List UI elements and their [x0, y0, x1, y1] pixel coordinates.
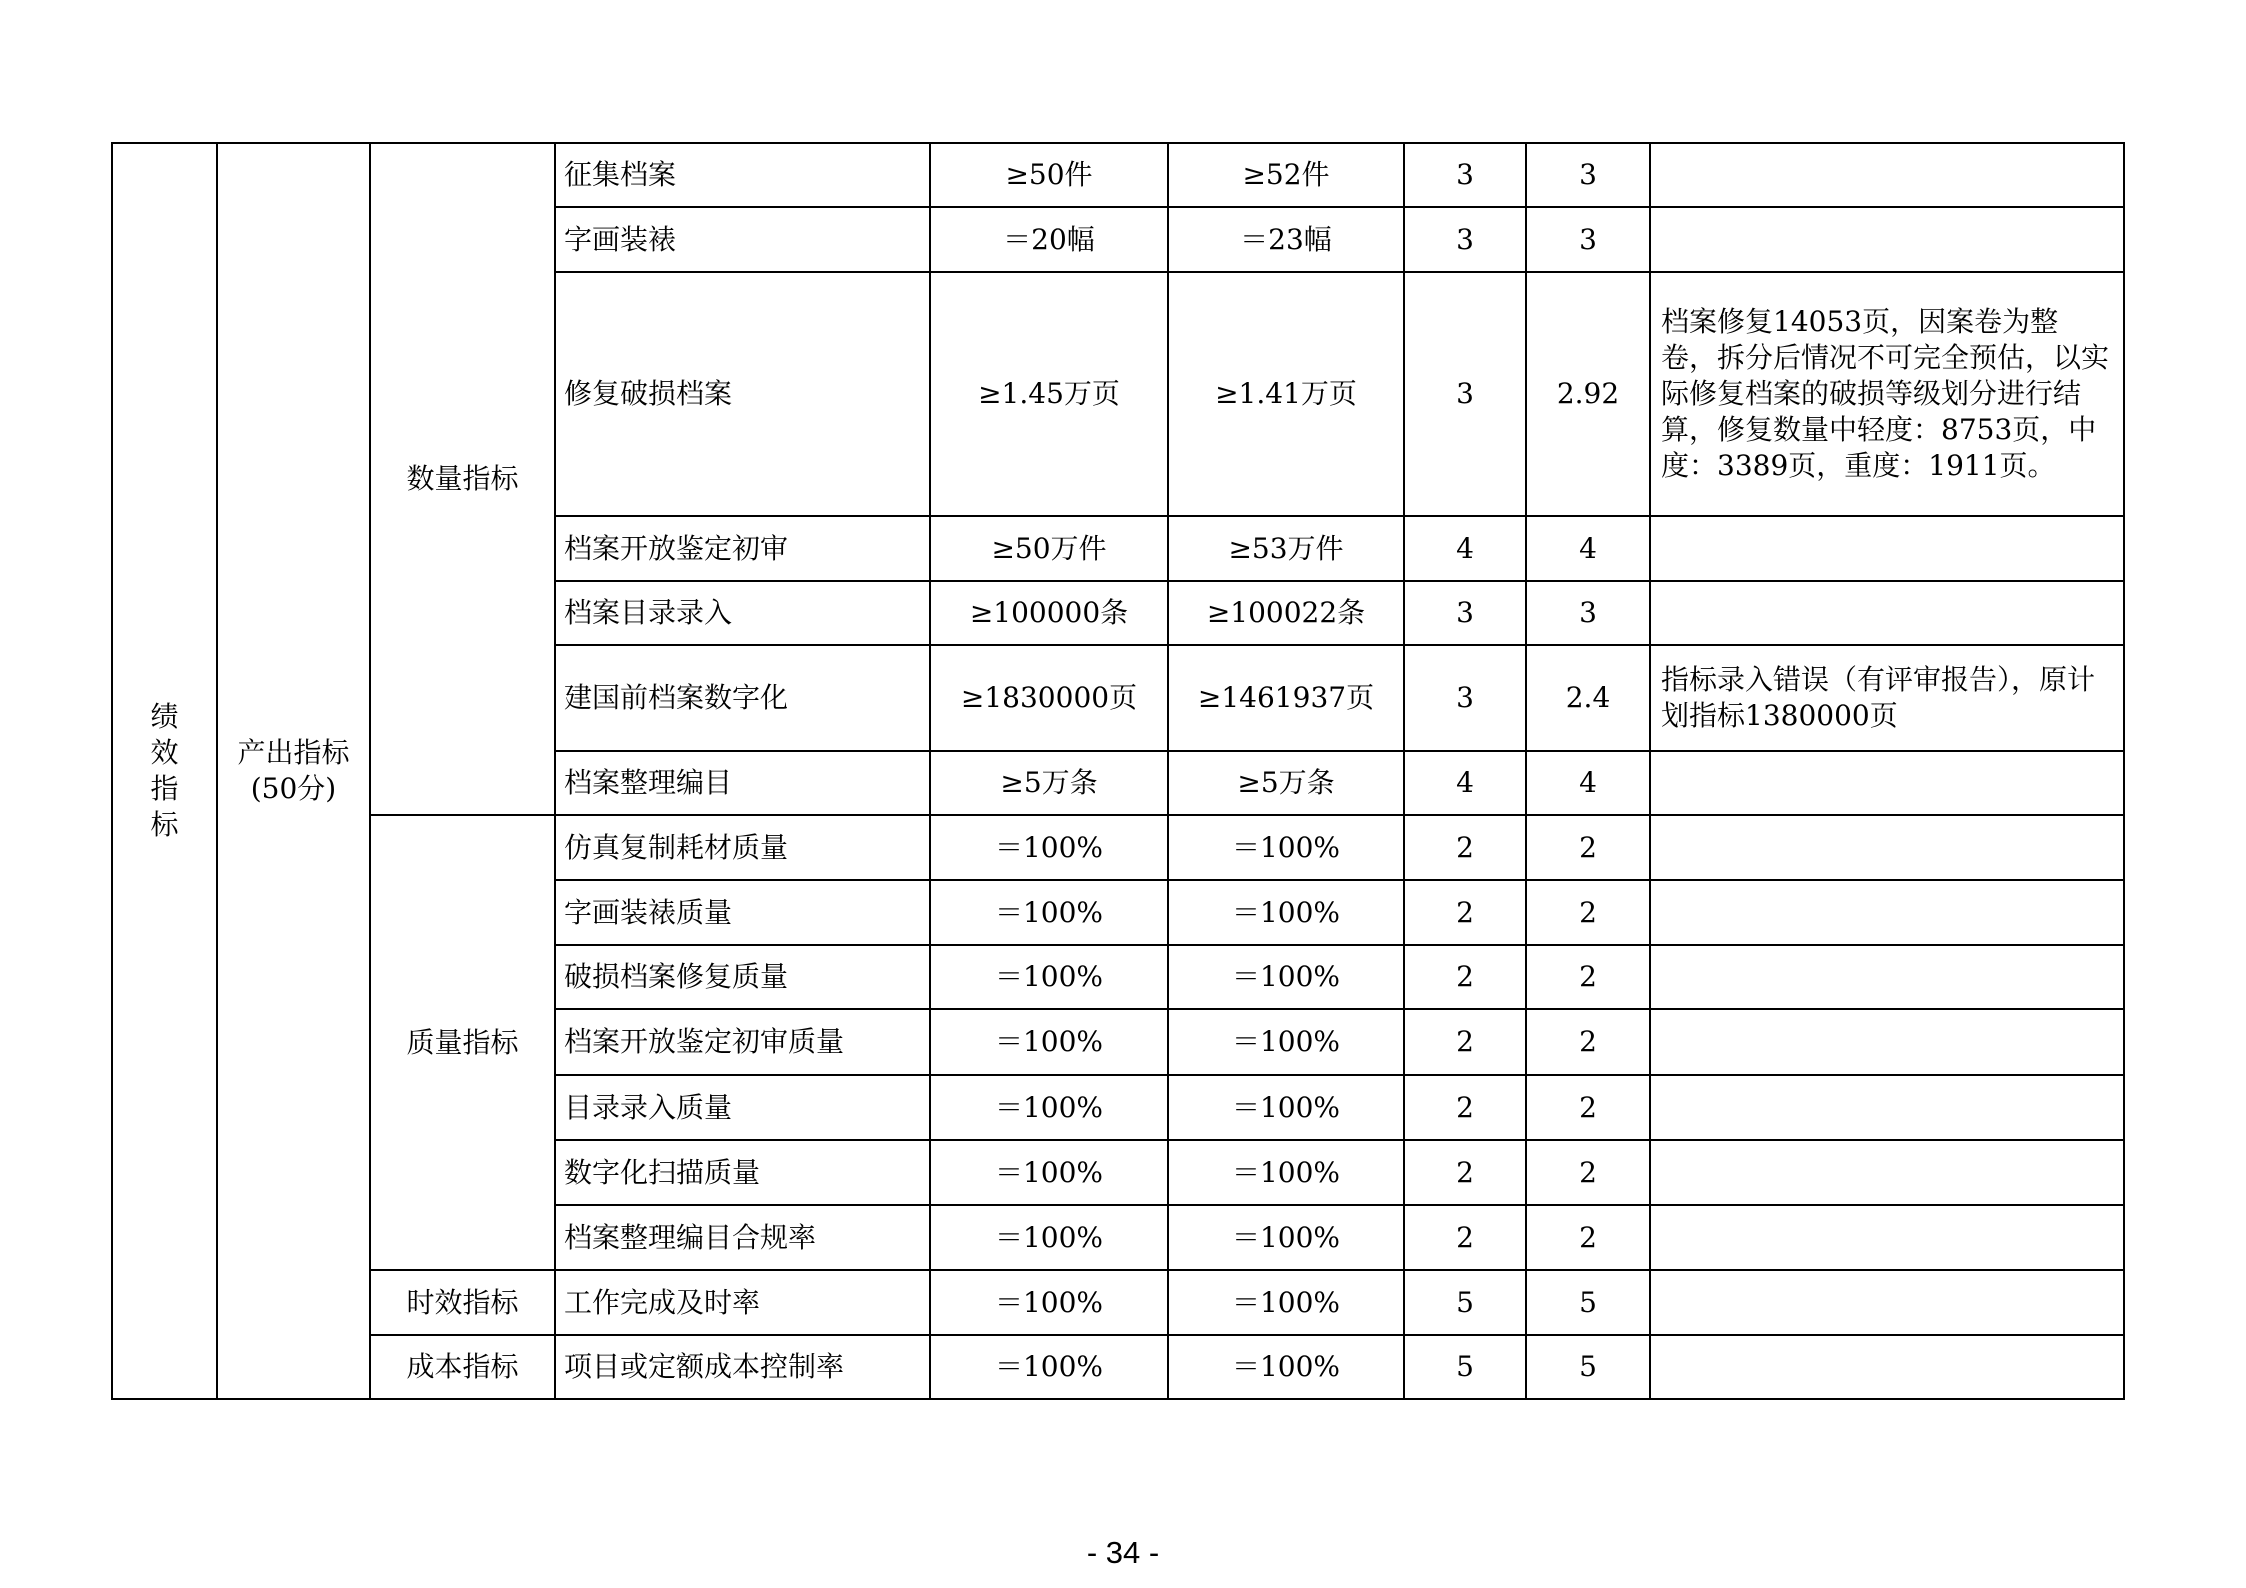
indicator-item-cell: 破损档案修复质量 — [555, 945, 930, 1009]
note-cell — [1650, 1009, 2124, 1075]
target-value-cell: ＝100% — [930, 1205, 1168, 1270]
target-value-cell: ＝20幅 — [930, 207, 1168, 272]
page-number: - 34 - — [1086, 1535, 1160, 1570]
weight-cell: 3 — [1404, 143, 1526, 207]
table-row — [112, 1270, 2124, 1335]
note-cell — [1650, 207, 2124, 272]
weight-cell: 3 — [1404, 645, 1526, 751]
actual-value-cell: ≥5万条 — [1168, 751, 1404, 815]
indicator-item-cell: 仿真复制耗材质量 — [555, 815, 930, 880]
indicator-item-cell: 项目或定额成本控制率 — [555, 1335, 930, 1399]
target-value-cell: ＝100% — [930, 1270, 1168, 1335]
indicator-item-cell: 工作完成及时率 — [555, 1270, 930, 1335]
score-cell: 4 — [1526, 516, 1650, 581]
score-cell: 5 — [1526, 1335, 1650, 1399]
weight-cell: 3 — [1404, 272, 1526, 516]
table-body — [112, 143, 2124, 1399]
score-cell: 5 — [1526, 1270, 1650, 1335]
actual-value-cell: ＝100% — [1168, 1205, 1404, 1270]
indicator-item-cell: 档案开放鉴定初审质量 — [555, 1009, 930, 1075]
indicator-item-cell: 数字化扫描质量 — [555, 1140, 930, 1205]
target-value-cell: ≥1830000页 — [930, 645, 1168, 751]
weight-cell: 5 — [1404, 1270, 1526, 1335]
weight-cell: 2 — [1404, 945, 1526, 1009]
target-value-cell: ≥5万条 — [930, 751, 1168, 815]
score-cell: 2 — [1526, 1075, 1650, 1140]
note-cell — [1650, 751, 2124, 815]
actual-value-cell: ＝100% — [1168, 1009, 1404, 1075]
actual-value-cell: ＝100% — [1168, 1335, 1404, 1399]
weight-cell: 4 — [1404, 751, 1526, 815]
performance-indicator-table — [111, 142, 2125, 1400]
weight-cell: 2 — [1404, 1075, 1526, 1140]
weight-cell: 5 — [1404, 1335, 1526, 1399]
note-cell — [1650, 880, 2124, 945]
weight-cell: 2 — [1404, 880, 1526, 945]
actual-value-cell: ＝100% — [1168, 945, 1404, 1009]
target-value-cell: ＝100% — [930, 880, 1168, 945]
note-cell — [1650, 143, 2124, 207]
weight-cell: 2 — [1404, 1009, 1526, 1075]
indicator-item-cell: 档案整理编目 — [555, 751, 930, 815]
note-cell — [1650, 1075, 2124, 1140]
target-value-cell: ＝100% — [930, 1075, 1168, 1140]
target-value-cell: ＝100% — [930, 1335, 1168, 1399]
note-cell: 档案修复14053页，因案卷为整卷，拆分后情况不可完全预估，以实际修复档案的破损等级划分进行结算，修复数量中轻度：8753页，中度：3389页，重度：1911页。 — [1650, 272, 2124, 516]
weight-cell: 3 — [1404, 581, 1526, 645]
score-cell: 4 — [1526, 751, 1650, 815]
note-cell — [1650, 1335, 2124, 1399]
table-row — [112, 815, 2124, 880]
table-row — [112, 143, 2124, 207]
table-row — [112, 1335, 2124, 1399]
level2-indicator-score: (50分) — [250, 772, 337, 805]
target-value-cell: ≥1.45万页 — [930, 272, 1168, 516]
level3-indicator-cell: 时效指标 — [370, 1270, 555, 1335]
level1-indicator-label: 绩效指标 — [150, 700, 179, 841]
level2-indicator-label: 产出指标 — [237, 736, 350, 769]
indicator-item-cell: 征集档案 — [555, 143, 930, 207]
indicator-item-cell: 档案整理编目合规率 — [555, 1205, 930, 1270]
score-cell: 2 — [1526, 1009, 1650, 1075]
actual-value-cell: ＝100% — [1168, 1270, 1404, 1335]
weight-cell: 4 — [1404, 516, 1526, 581]
level3-indicator-cell: 成本指标 — [370, 1335, 555, 1399]
note-cell: 指标录入错误（有评审报告），原计划指标1380000页 — [1650, 645, 2124, 751]
score-cell: 2.4 — [1526, 645, 1650, 751]
score-cell: 2 — [1526, 880, 1650, 945]
target-value-cell: ≥100000条 — [930, 581, 1168, 645]
indicator-item-cell: 建国前档案数字化 — [555, 645, 930, 751]
actual-value-cell: ≥1.41万页 — [1168, 272, 1404, 516]
note-cell — [1650, 1140, 2124, 1205]
level3-indicator-cell: 质量指标 — [370, 815, 555, 1270]
target-value-cell: ≥50件 — [930, 143, 1168, 207]
indicator-item-cell: 目录录入质量 — [555, 1075, 930, 1140]
score-cell: 3 — [1526, 143, 1650, 207]
score-cell: 2 — [1526, 1140, 1650, 1205]
actual-value-cell: ≥100022条 — [1168, 581, 1404, 645]
indicator-item-cell: 字画装裱质量 — [555, 880, 930, 945]
weight-cell: 2 — [1404, 1140, 1526, 1205]
target-value-cell: ＝100% — [930, 815, 1168, 880]
score-cell: 3 — [1526, 207, 1650, 272]
score-cell: 2 — [1526, 1205, 1650, 1270]
weight-cell: 2 — [1404, 1205, 1526, 1270]
indicator-item-cell: 修复破损档案 — [555, 272, 930, 516]
actual-value-cell: ＝100% — [1168, 880, 1404, 945]
actual-value-cell: ≥52件 — [1168, 143, 1404, 207]
note-cell — [1650, 815, 2124, 880]
weight-cell: 2 — [1404, 815, 1526, 880]
score-cell: 2 — [1526, 815, 1650, 880]
level3-indicator-cell: 数量指标 — [370, 143, 555, 815]
actual-value-cell: ＝100% — [1168, 1075, 1404, 1140]
note-cell — [1650, 516, 2124, 581]
actual-value-cell: ≥53万件 — [1168, 516, 1404, 581]
indicator-item-cell: 档案开放鉴定初审 — [555, 516, 930, 581]
indicator-item-cell: 档案目录录入 — [555, 581, 930, 645]
weight-cell: 3 — [1404, 207, 1526, 272]
note-cell — [1650, 945, 2124, 1009]
note-cell — [1650, 1270, 2124, 1335]
target-value-cell: ＝100% — [930, 945, 1168, 1009]
indicator-item-cell: 字画装裱 — [555, 207, 930, 272]
level1-indicator-cell — [112, 143, 217, 1399]
actual-value-cell: ＝100% — [1168, 815, 1404, 880]
actual-value-cell: ＝23幅 — [1168, 207, 1404, 272]
score-cell: 2 — [1526, 945, 1650, 1009]
level2-indicator-cell — [217, 143, 370, 1399]
note-cell — [1650, 581, 2124, 645]
score-cell: 3 — [1526, 581, 1650, 645]
target-value-cell: ＝100% — [930, 1009, 1168, 1075]
actual-value-cell: ＝100% — [1168, 1140, 1404, 1205]
target-value-cell: ≥50万件 — [930, 516, 1168, 581]
note-cell — [1650, 1205, 2124, 1270]
score-cell: 2.92 — [1526, 272, 1650, 516]
target-value-cell: ＝100% — [930, 1140, 1168, 1205]
actual-value-cell: ≥1461937页 — [1168, 645, 1404, 751]
